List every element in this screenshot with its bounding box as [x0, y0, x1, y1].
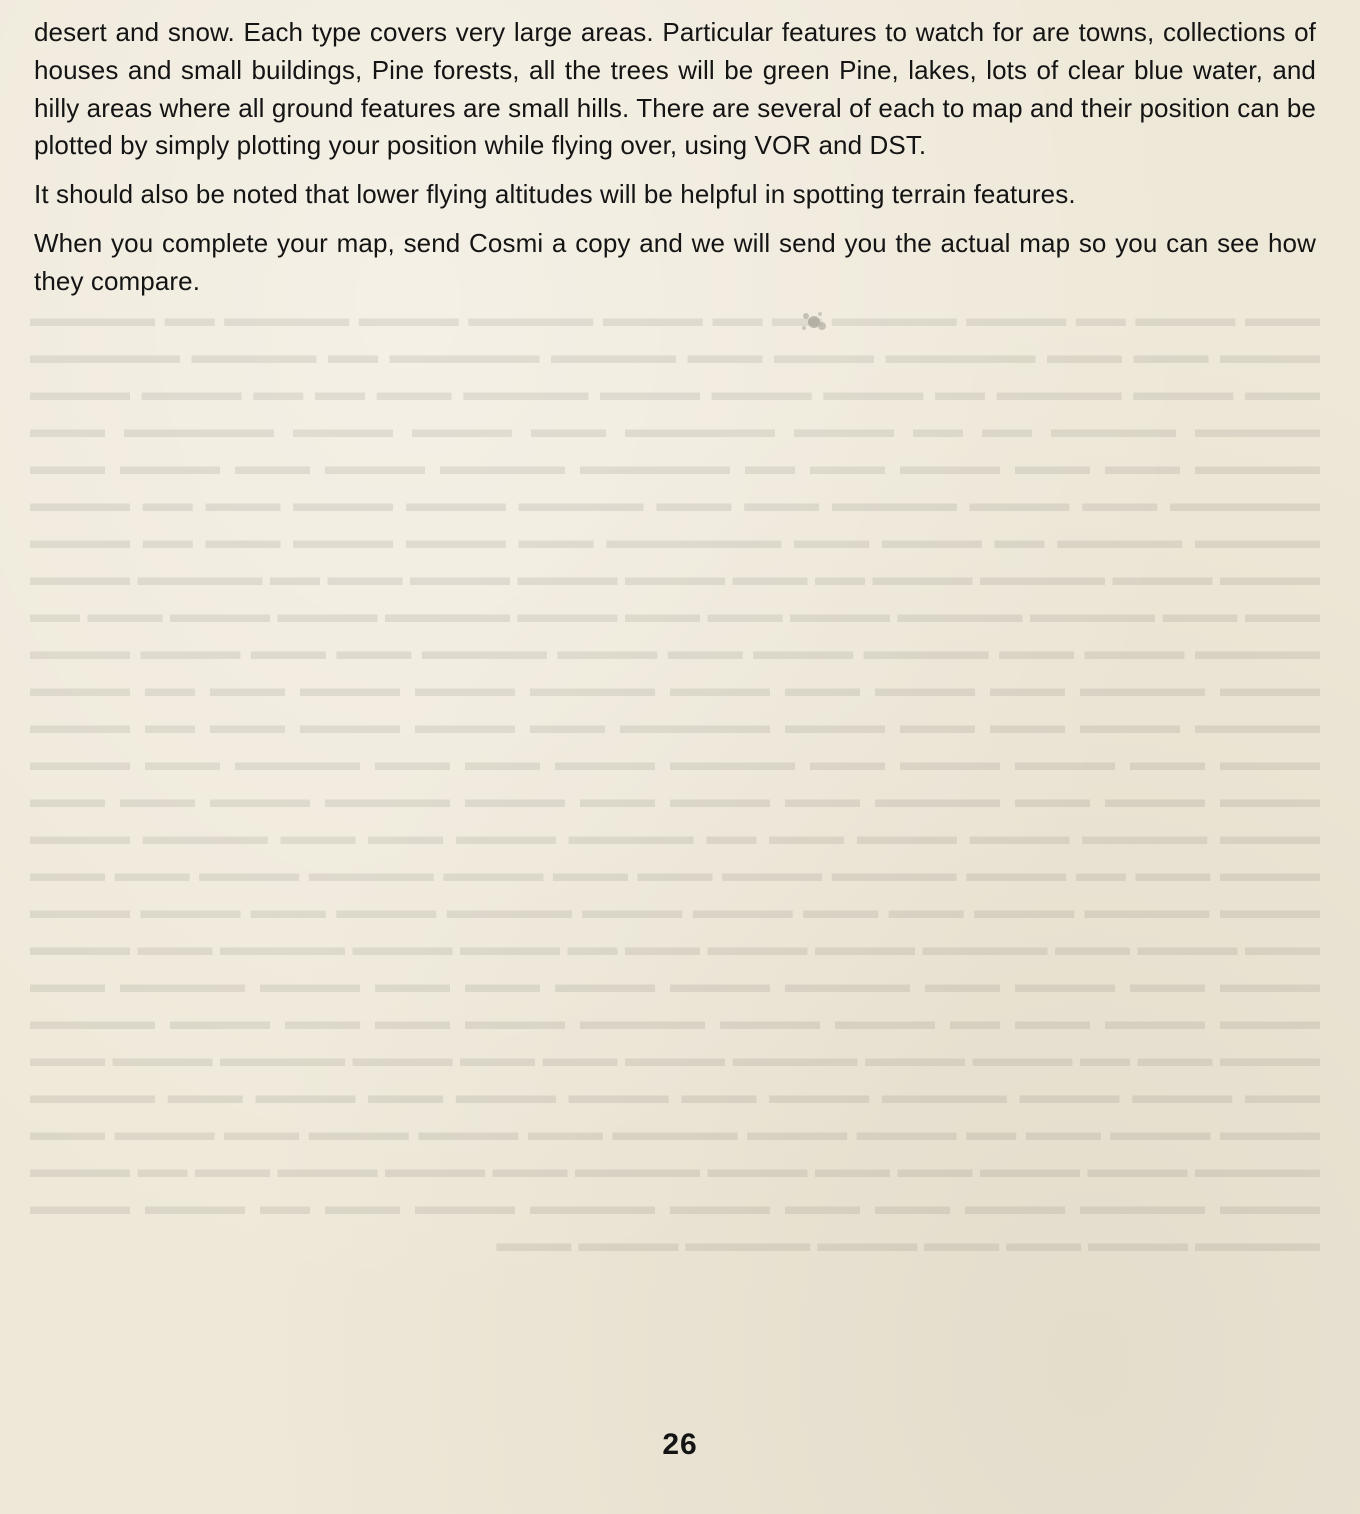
paragraph-altitude-note: It should also be noted that lower flying altitudes will be helpful in spotting terrain features.: [34, 179, 1076, 210]
page-number: 26: [662, 1428, 698, 1461]
reverse-side-bleed-through: ▬▬▬ ▬▬▬▬ ▬▬ ▬▬▬▬ ▬▬▬▬▬ ▬▬ ▬▬ ▬▬▬▬ ▬▬▬▬▬ ▬▬▬▬ ▬▬▬▬▬ ▬▬ ▬▬▬▬▬ ▬▬▬▬ ▬▬▬ ▬▬▬ ▬▬▬▬▬▬ ▬▬▬▬ ▬▬▬ ▬▬▬▬▬ ▬▬▬▬▬▬ ▬▬ ▬▬▬▬▬ ▬▬▬▬▬▬ ▬▬▬ ▬▬▬▬ ▬▬▬▬▬ ▬▬ ▬▬▬▬ ▬▬▬▬ ▬▬▬▬ ▬▬▬▬▬ ▬▬▬ ▬▬ ▬▬ ▬▬▬▬ ▬▬▬▬ ▬▬▬▬▬ ▬▬▬▬▬ ▬▬ ▬▬ ▬▬▬▬ ▬▬▬▬▬▬ ▬▬▬ ▬▬▬▬ ▬▬▬▬ ▬▬▬▬▬▬ ▬▬▬ ▬▬▬▬▬ ▬▬▬ ▬▬▬ ▬▬▬▬ ▬▬▬ ▬▬ ▬▬▬▬▬▬ ▬▬▬▬▬ ▬▬▬▬ ▬▬▬ ▬▬▬▬ ▬▬▬ ▬▬▬▬▬▬ ▬▬▬ ▬▬▬▬ ▬▬▬▬▬ ▬▬▬ ▬▬▬ ▬▬▬▬▬ ▬▬▬▬ ▬▬▬▬ ▬▬▬ ▬▬ ▬▬▬▬ ▬▬▬▬▬ ▬▬▬▬▬ ▬▬ ▬▬▬▬ ▬▬▬ ▬▬▬▬▬▬▬ ▬▬▬ ▬▬▬▬ ▬▬▬▬ ▬▬▬ ▬▬ ▬▬▬▬ ▬▬▬▬ ▬▬▬▬ ▬▬▬▬▬ ▬▬▬▬ ▬▬ ▬▬▬ ▬▬▬▬ ▬▬▬▬ ▬▬▬▬ ▬▬▬ ▬▬ ▬▬▬▬▬ ▬▬▬▬ ▬▬▬ ▬▬▬ ▬▬▬▬▬ ▬▬▬▬▬ ▬▬▬▬ ▬▬▬ ▬▬▬ ▬▬▬▬ ▬▬▬▬▬ ▬▬▬▬ ▬▬▬▬ ▬▬▬ ▬▬ ▬▬▬▬▬ ▬▬▬▬ ▬▬▬ ▬▬▬▬▬ ▬▬▬▬ ▬▬▬ ▬▬▬▬ ▬▬▬▬▬ ▬▬▬ ▬▬▬ ▬▬▬▬ ▬▬▬▬ ▬▬▬▬ ▬▬▬▬▬ ▬▬▬ ▬▬▬▬ ▬▬▬ ▬▬▬▬ ▬▬▬▬▬ ▬▬▬▬ ▬▬▬▬ ▬▬▬ ▬▬ ▬▬▬▬ ▬▬▬▬▬ ▬▬▬▬ ▬▬▬ ▬▬▬ ▬▬▬▬ ▬▬▬▬▬▬ ▬▬▬ ▬▬▬▬ ▬▬▬▬ ▬▬▬ ▬▬ ▬▬▬▬ ▬▬▬▬ ▬▬▬ ▬▬▬▬ ▬▬▬▬ ▬▬▬ ▬▬▬▬▬ ▬▬▬▬ ▬▬▬ ▬▬▬ ▬▬▬▬▬ ▬▬▬ ▬▬▬▬ ▬▬▬▬ ▬▬▬▬ ▬▬▬ ▬▬▬▬▬ ▬▬▬ ▬▬▬▬ ▬▬▬ ▬▬▬▬ ▬▬▬▬▬ ▬▬▬▬ ▬▬▬ ▬▬▬ ▬▬▬▬ ▬▬▬▬▬ ▬▬▬▬ ▬▬▬▬ ▬▬▬ ▬▬ ▬▬▬▬▬ ▬▬▬▬ ▬▬▬ ▬▬▬ ▬▬▬▬▬ ▬▬▬▬ ▬▬▬▬ ▬▬▬ ▬▬ ▬▬▬▬ ▬▬▬▬▬ ▬▬▬▬ ▬▬▬ ▬▬▬ ▬▬▬▬ ▬▬▬▬▬ ▬▬▬▬ ▬▬▬ ▬▬▬ ▬▬▬▬ ▬▬▬▬▬ ▬▬▬▬ ▬▬▬ ▬▬▬ ▬▬▬▬ ▬▬▬▬ ▬▬▬▬▬ ▬▬▬▬ ▬▬▬ ▬▬▬▬ ▬▬▬▬ ▬▬▬ ▬▬▬▬ ▬▬▬ ▬▬▬▬▬ ▬▬▬▬ ▬▬▬▬ ▬▬▬ ▬▬ ▬▬▬▬ ▬▬▬▬ ▬▬▬▬▬ ▬▬▬ ▬▬▬▬ ▬▬▬▬ ▬▬▬ ▬▬▬▬ ▬▬▬ ▬▬▬▬▬ ▬▬▬▬ ▬▬▬▬ ▬▬▬ ▬▬▬ ▬▬▬▬ ▬▬▬▬▬ ▬▬▬ ▬▬▬▬ ▬▬▬▬ ▬▬▬ ▬▬ ▬▬▬▬ ▬▬▬▬ ▬▬▬▬▬ ▬▬▬▬ ▬▬▬ ▬▬▬ ▬▬▬▬ ▬▬▬▬▬ ▬▬▬▬ ▬▬▬ ▬▬ ▬▬▬▬ ▬▬▬▬ ▬▬▬▬▬ ▬▬▬▬ ▬▬▬ ▬▬▬ ▬▬▬▬ ▬▬▬▬▬ ▬▬▬▬ ▬▬▬ ▬▬▬ ▬▬▬▬ ▬▬▬▬ ▬▬▬▬▬ ▬▬▬▬ ▬▬▬ ▬▬▬▬ ▬▬▬▬ ▬▬▬ ▬▬▬▬ ▬▬▬ ▬▬▬▬▬ ▬▬▬▬ ▬▬▬▬ ▬▬▬ ▬▬ ▬▬▬▬ ▬▬▬▬ ▬▬▬▬▬ ▬▬▬ ▬▬▬▬ ▬▬▬▬ ▬▬▬ ▬▬▬▬ ▬▬▬ ▬▬▬▬▬ ▬▬▬▬ ▬▬▬▬ ▬▬▬ ▬▬▬ ▬▬▬▬ ▬▬▬▬▬ ▬▬▬ ▬▬▬▬ ▬▬▬▬ ▬▬▬ ▬▬ ▬▬▬▬ ▬▬▬▬ ▬▬▬▬▬ ▬▬▬▬ ▬▬▬ ▬▬▬ ▬▬▬▬ ▬▬▬▬▬ ▬▬▬▬ ▬▬▬ ▬▬ ▬▬▬▬ ▬▬▬▬ ▬▬▬▬▬ ▬▬▬▬ ▬▬▬ ▬▬▬ ▬▬▬▬ ▬▬▬▬▬ ▬▬▬▬ ▬▬▬: [30, 304, 1320, 1257]
body-text: [34, 14, 1316, 301]
paper-speck-mark: [792, 304, 836, 340]
paragraph-send-map: When you complete your map, send Cosmi a copy and we will send you the actual map so you can see how they compare.: [34, 227, 1316, 296]
paragraph-map-features: desert and snow. Each type covers very large areas. Particular features to watch for are towns, collections of houses and small buildings, Pine forests, all the trees will be green Pine, lakes, lots of clear blue water, and hilly areas where all ground features are small hills. There are several of each to map and their position can be plotted by simply plotting your position while flying over, using VOR and DST.: [34, 17, 1316, 161]
